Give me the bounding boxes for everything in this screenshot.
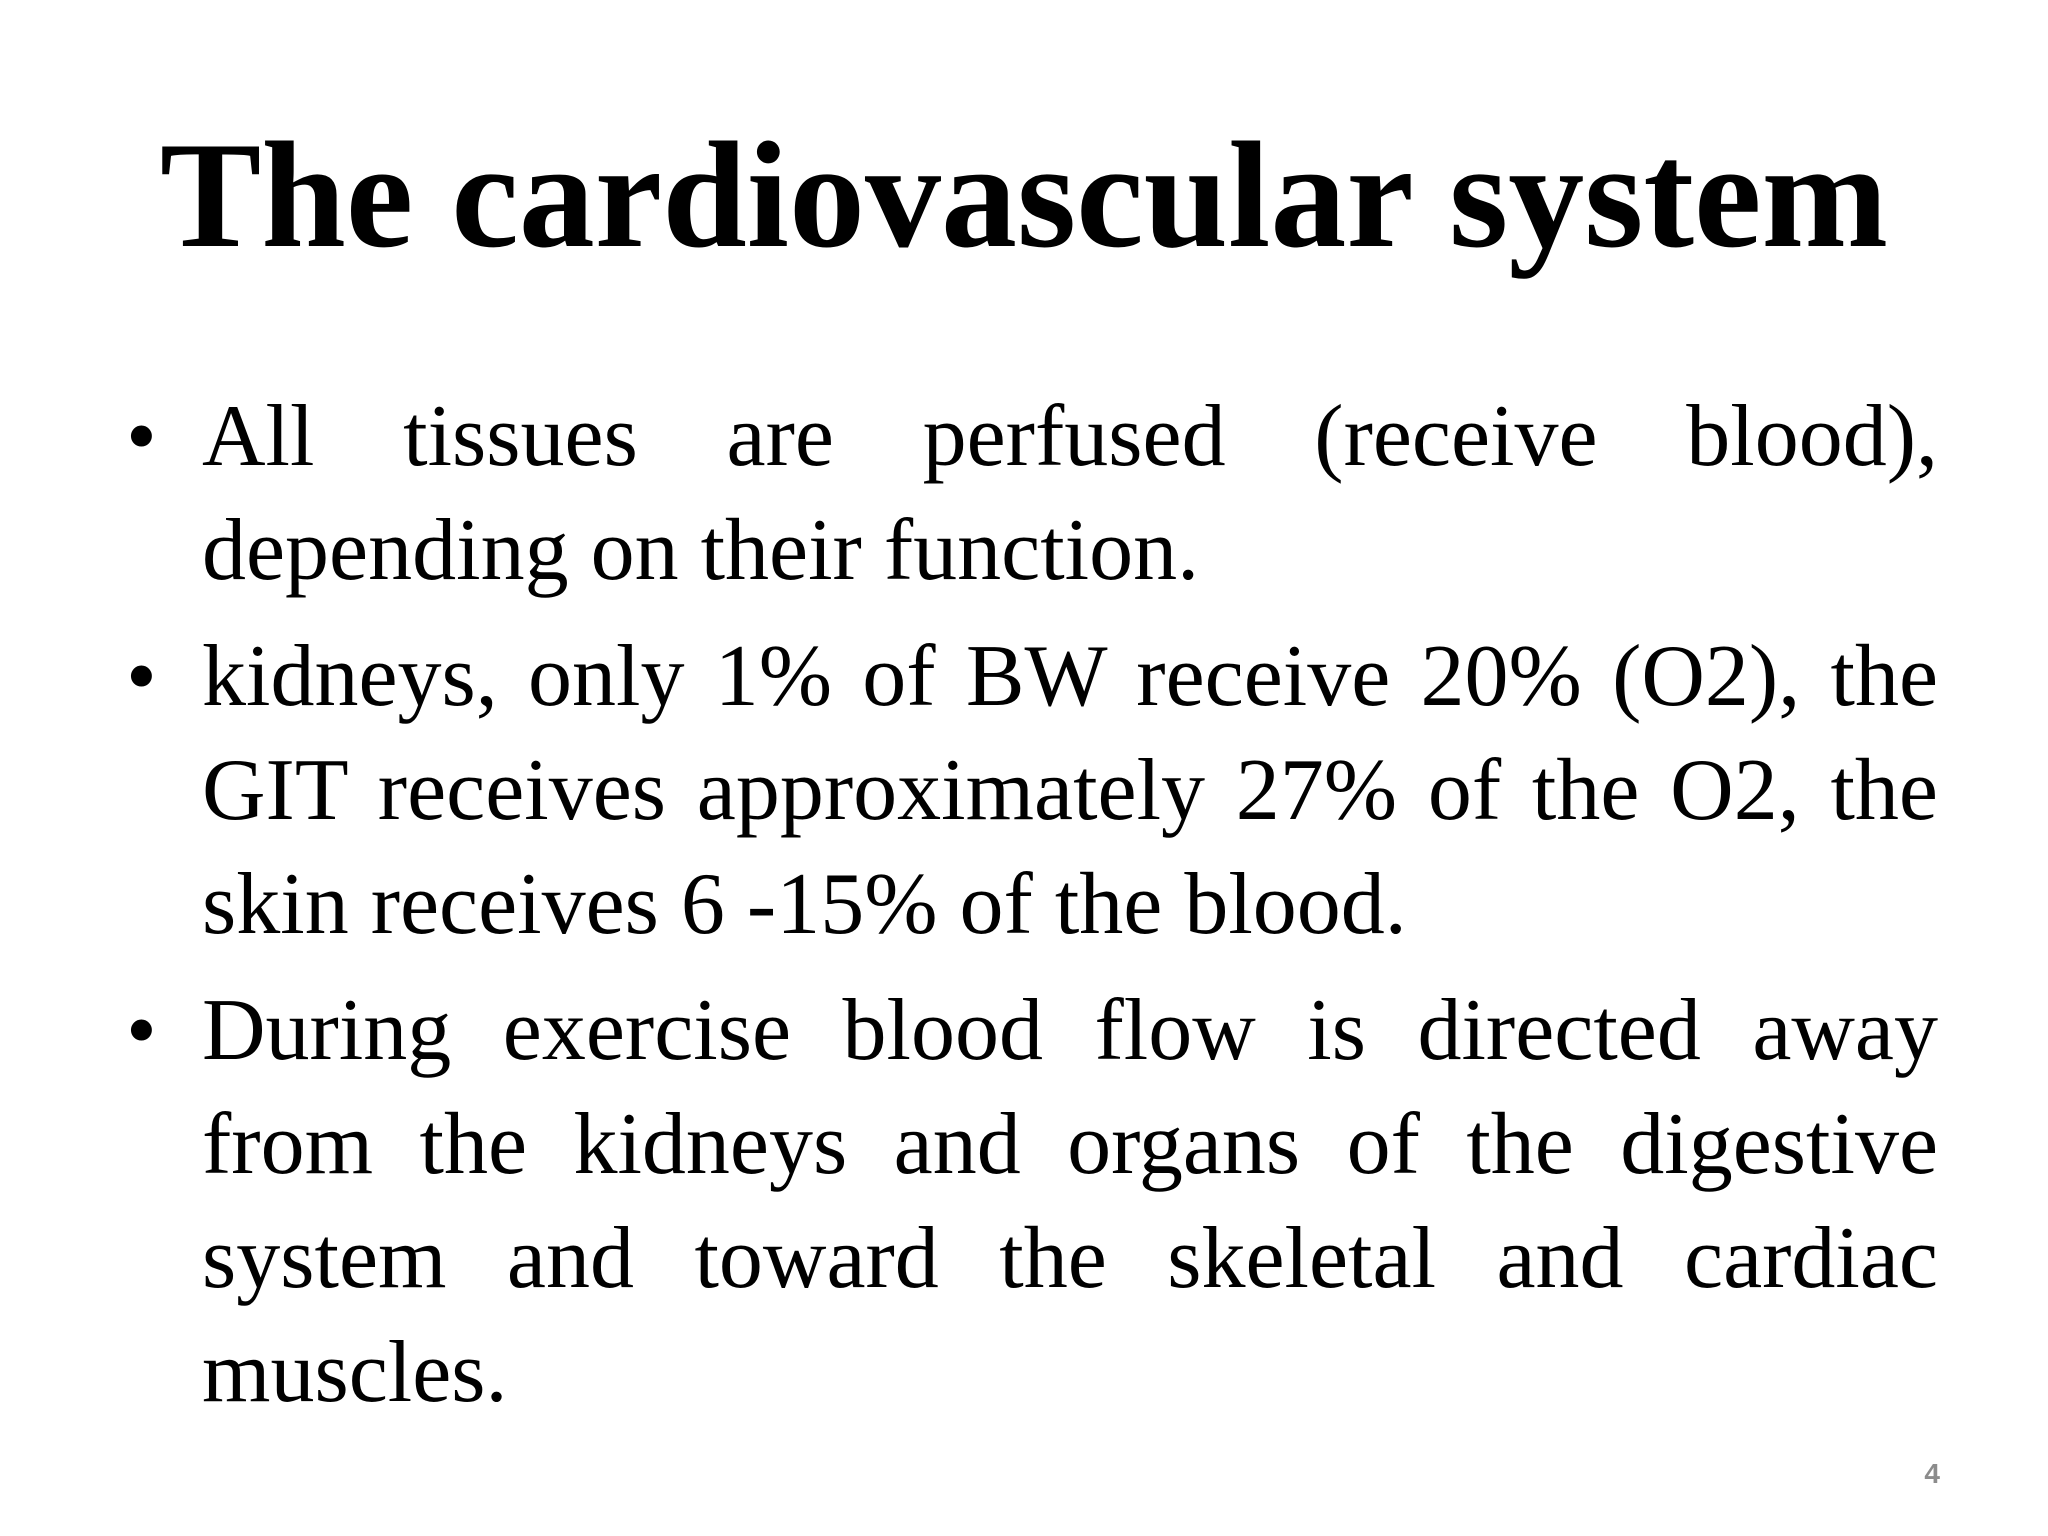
bullet-text: kidneys, only 1% of BW receive 20% (O2), the GIT receives approximately 27% of the O2, the skin receives 6 -15% of the blood. <box>202 628 1938 953</box>
bullet-icon: • <box>126 628 157 725</box>
bullet-text: All tissues are perfused (receive blood), depending on their function. <box>202 388 1938 599</box>
page-number: 4 <box>1924 1458 1940 1489</box>
bullet-item <box>118 620 1938 962</box>
slide-title: The cardiovascular system <box>159 111 1889 279</box>
bullet-text: During exercise blood flow is directed away from the kidneys and organs of the digestive system and toward the skeletal and cardiac muscles. <box>202 982 1938 1421</box>
bullet-item <box>118 974 1938 1430</box>
bullet-item <box>118 380 1938 608</box>
bullet-list <box>118 380 1938 1442</box>
bullet-icon: • <box>126 388 157 485</box>
bullet-icon: • <box>126 982 157 1079</box>
